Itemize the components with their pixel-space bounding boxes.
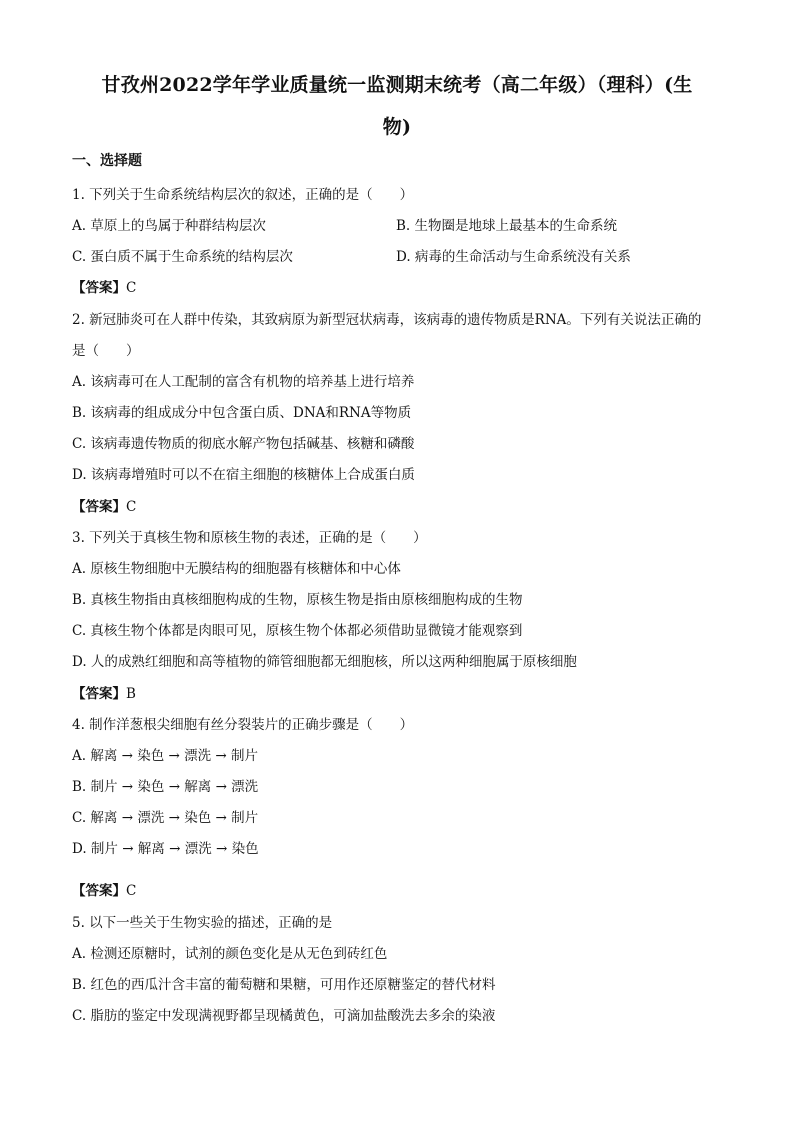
answer-tag: 【答案】	[72, 883, 126, 899]
question-3-option-a: A. 原核生物细胞中无膜结构的细胞器有核糖体和中心体	[72, 561, 401, 577]
document-title-line-1: 甘孜州2022学年学业质量统一监测期末统考（高二年级）（理科）(生	[101, 74, 693, 96]
question-3-answer	[72, 682, 136, 702]
question-1-option-d: D. 病毒的生命活动与生命系统没有关系	[396, 249, 631, 265]
question-5-option-a: A. 检测还原糖时，试剂的颜色变化是从无色到砖红色	[72, 946, 388, 962]
answer-value: B	[126, 686, 136, 702]
question-4-option-a: A. 解离 → 染色 → 漂洗 → 制片	[72, 748, 259, 764]
section-heading: 一、选择题	[72, 153, 142, 169]
answer-tag: 【答案】	[72, 499, 126, 515]
question-5-stem: 5. 以下一些关于生物实验的描述，正确的是	[72, 915, 333, 931]
question-3-stem: 3. 下列关于真核生物和原核生物的表述，正确的是（ ）	[72, 530, 427, 546]
question-1-option-a: A. 草原上的鸟属于种群结构层次	[72, 218, 266, 234]
question-4-option-c: C. 解离 → 漂洗 → 染色 → 制片	[72, 810, 259, 826]
question-4-option-d: D. 制片 → 解离 → 漂洗 → 染色	[72, 841, 259, 857]
answer-value: C	[126, 883, 137, 899]
answer-tag: 【答案】	[72, 686, 126, 702]
question-3-option-c: C. 真核生物个体都是肉眼可见，原核生物个体都必须借助显微镜才能观察到	[72, 623, 523, 639]
question-2-option-c: C. 该病毒遗传物质的彻底水解产物包括碱基、核糖和磷酸	[72, 436, 415, 452]
question-1-stem: 1. 下列关于生命系统结构层次的叙述，正确的是（ ）	[72, 187, 414, 203]
question-2-option-d: D. 该病毒增殖时可以不在宿主细胞的核糖体上合成蛋白质	[72, 467, 415, 483]
document-title-line-2: 物)	[382, 116, 412, 138]
question-2-option-a: A. 该病毒可在人工配制的富含有机物的培养基上进行培养	[72, 374, 415, 390]
question-1-answer	[72, 276, 136, 296]
question-3-option-d: D. 人的成熟红细胞和高等植物的筛管细胞都无细胞核，所以这两种细胞属于原核细胞	[72, 654, 577, 670]
question-5-option-c: C. 脂肪的鉴定中发现满视野都呈现橘黄色，可滴加盐酸洗去多余的染液	[72, 1008, 496, 1024]
question-1-option-c: C. 蛋白质不属于生命系统的结构层次	[72, 249, 293, 265]
question-4-option-b: B. 制片 → 染色 → 解离 → 漂洗	[72, 779, 259, 795]
question-4-stem: 4. 制作洋葱根尖细胞有丝分裂装片的正确步骤是（ ）	[72, 717, 414, 733]
question-2-stem-line-2: 是（ ）	[72, 343, 140, 359]
answer-value: C	[126, 280, 137, 296]
question-2-stem-line-1: 2. 新冠肺炎可在人群中传染，其致病原为新型冠状病毒，该病毒的遗传物质是RNA。下列有关说法正确的	[72, 312, 702, 328]
question-2-answer	[72, 495, 136, 515]
question-1-option-b: B. 生物圈是地球上最基本的生命系统	[396, 218, 618, 234]
answer-value: C	[126, 499, 137, 515]
question-4-answer	[72, 879, 136, 899]
question-2-option-b: B. 该病毒的组成成分中包含蛋白质、DNA和RNA等物质	[72, 405, 412, 421]
answer-tag: 【答案】	[72, 280, 126, 296]
question-3-option-b: B. 真核生物指由真核细胞构成的生物，原核生物是指由原核细胞构成的生物	[72, 592, 523, 608]
question-5-option-b: B. 红色的西瓜汁含丰富的葡萄糖和果糖，可用作还原糖鉴定的替代材料	[72, 977, 496, 993]
